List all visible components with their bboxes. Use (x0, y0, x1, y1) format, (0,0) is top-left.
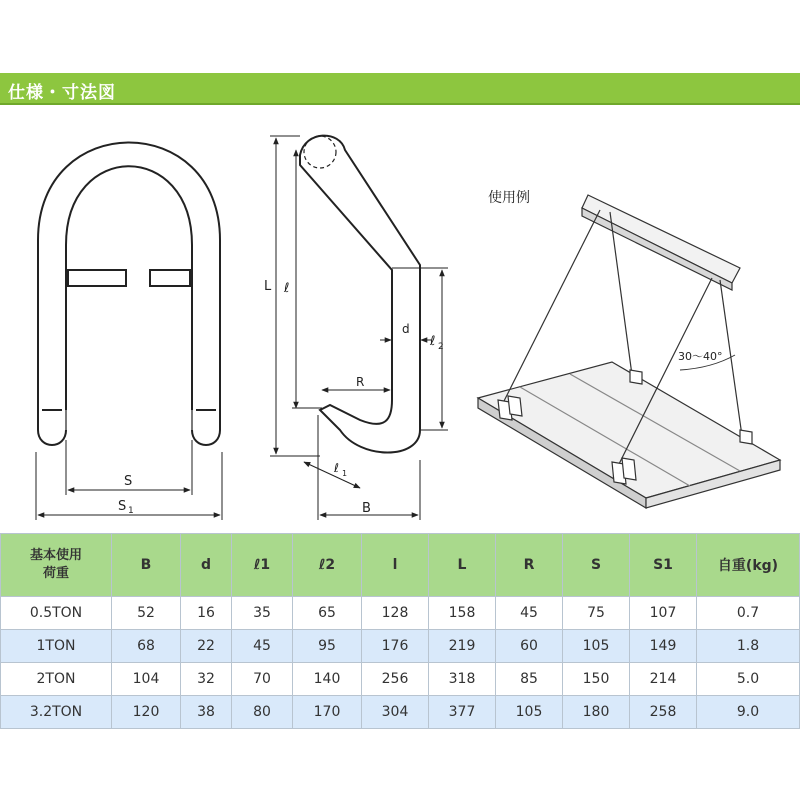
cell: 75 (563, 597, 630, 630)
label-l2-sub: 2 (438, 342, 444, 352)
cell: 38 (181, 696, 232, 729)
front-view (38, 143, 220, 446)
th-B: B (112, 534, 181, 597)
spec-table (0, 533, 800, 729)
th-load (1, 534, 112, 597)
cell: 1.8 (697, 630, 800, 663)
label-B: B (362, 501, 371, 516)
cell: 105 (496, 696, 563, 729)
table-row (1, 663, 800, 696)
cell: 120 (112, 696, 181, 729)
label-l2: ℓ (430, 334, 436, 349)
label-d: d (402, 322, 410, 336)
dimension-drawing (0, 105, 800, 530)
cell: 107 (630, 597, 697, 630)
label-L: L (264, 279, 272, 294)
cell: 140 (293, 663, 362, 696)
cell: 304 (362, 696, 429, 729)
cell: 0.7 (697, 597, 800, 630)
cell: 256 (362, 663, 429, 696)
cell: 68 (112, 630, 181, 663)
th-weight: 自重(kg) (697, 534, 800, 597)
cell: 150 (563, 663, 630, 696)
cell: 95 (293, 630, 362, 663)
cell: 70 (232, 663, 293, 696)
label-l1: ℓ (334, 461, 339, 475)
cell: 5.0 (697, 663, 800, 696)
cell: 180 (563, 696, 630, 729)
usage-example-label: 使用例 (488, 190, 530, 206)
th-load-line2: 荷重 (42, 566, 69, 581)
side-view (300, 136, 420, 453)
label-S: S (124, 474, 133, 489)
label-S1-sub: 1 (128, 506, 134, 516)
cell: 35 (232, 597, 293, 630)
table-row (1, 696, 800, 729)
cell: 1TON (1, 630, 112, 663)
usage-illustration (478, 195, 780, 508)
cell: 9.0 (697, 696, 800, 729)
cell: 22 (181, 630, 232, 663)
cell: 105 (563, 630, 630, 663)
cell: 176 (362, 630, 429, 663)
label-S1: S (118, 499, 127, 514)
cell: 104 (112, 663, 181, 696)
cell: 32 (181, 663, 232, 696)
th-S1: S1 (630, 534, 697, 597)
cell: 158 (429, 597, 496, 630)
table-header-row (1, 534, 800, 597)
cell: 214 (630, 663, 697, 696)
th-l2: ℓ2 (293, 534, 362, 597)
th-load-line1: 基本使用 (29, 548, 82, 563)
cell: 52 (112, 597, 181, 630)
label-l1-sub: 1 (342, 469, 348, 478)
section-header-bar (0, 73, 800, 105)
cell: 170 (293, 696, 362, 729)
label-l: ℓ (284, 281, 290, 296)
cell: 45 (496, 597, 563, 630)
cell: 318 (429, 663, 496, 696)
cell: 3.2TON (1, 696, 112, 729)
label-R: R (356, 375, 365, 389)
cell: 16 (181, 597, 232, 630)
cell: 60 (496, 630, 563, 663)
side-view-dimensions (270, 136, 448, 520)
section-title: 仕様・寸法図 (8, 83, 116, 103)
th-S: S (563, 534, 630, 597)
cell: 149 (630, 630, 697, 663)
cell: 45 (232, 630, 293, 663)
cell: 128 (362, 597, 429, 630)
th-l: l (362, 534, 429, 597)
cell: 2TON (1, 663, 112, 696)
cell: 219 (429, 630, 496, 663)
cell: 80 (232, 696, 293, 729)
table-row (1, 597, 800, 630)
table-row (1, 630, 800, 663)
th-L: L (429, 534, 496, 597)
th-R: R (496, 534, 563, 597)
cell: 377 (429, 696, 496, 729)
cell: 0.5TON (1, 597, 112, 630)
angle-label: 30～40° (678, 350, 723, 363)
th-l1: ℓ1 (232, 534, 293, 597)
cell: 85 (496, 663, 563, 696)
cell: 258 (630, 696, 697, 729)
cell: 65 (293, 597, 362, 630)
th-d: d (181, 534, 232, 597)
